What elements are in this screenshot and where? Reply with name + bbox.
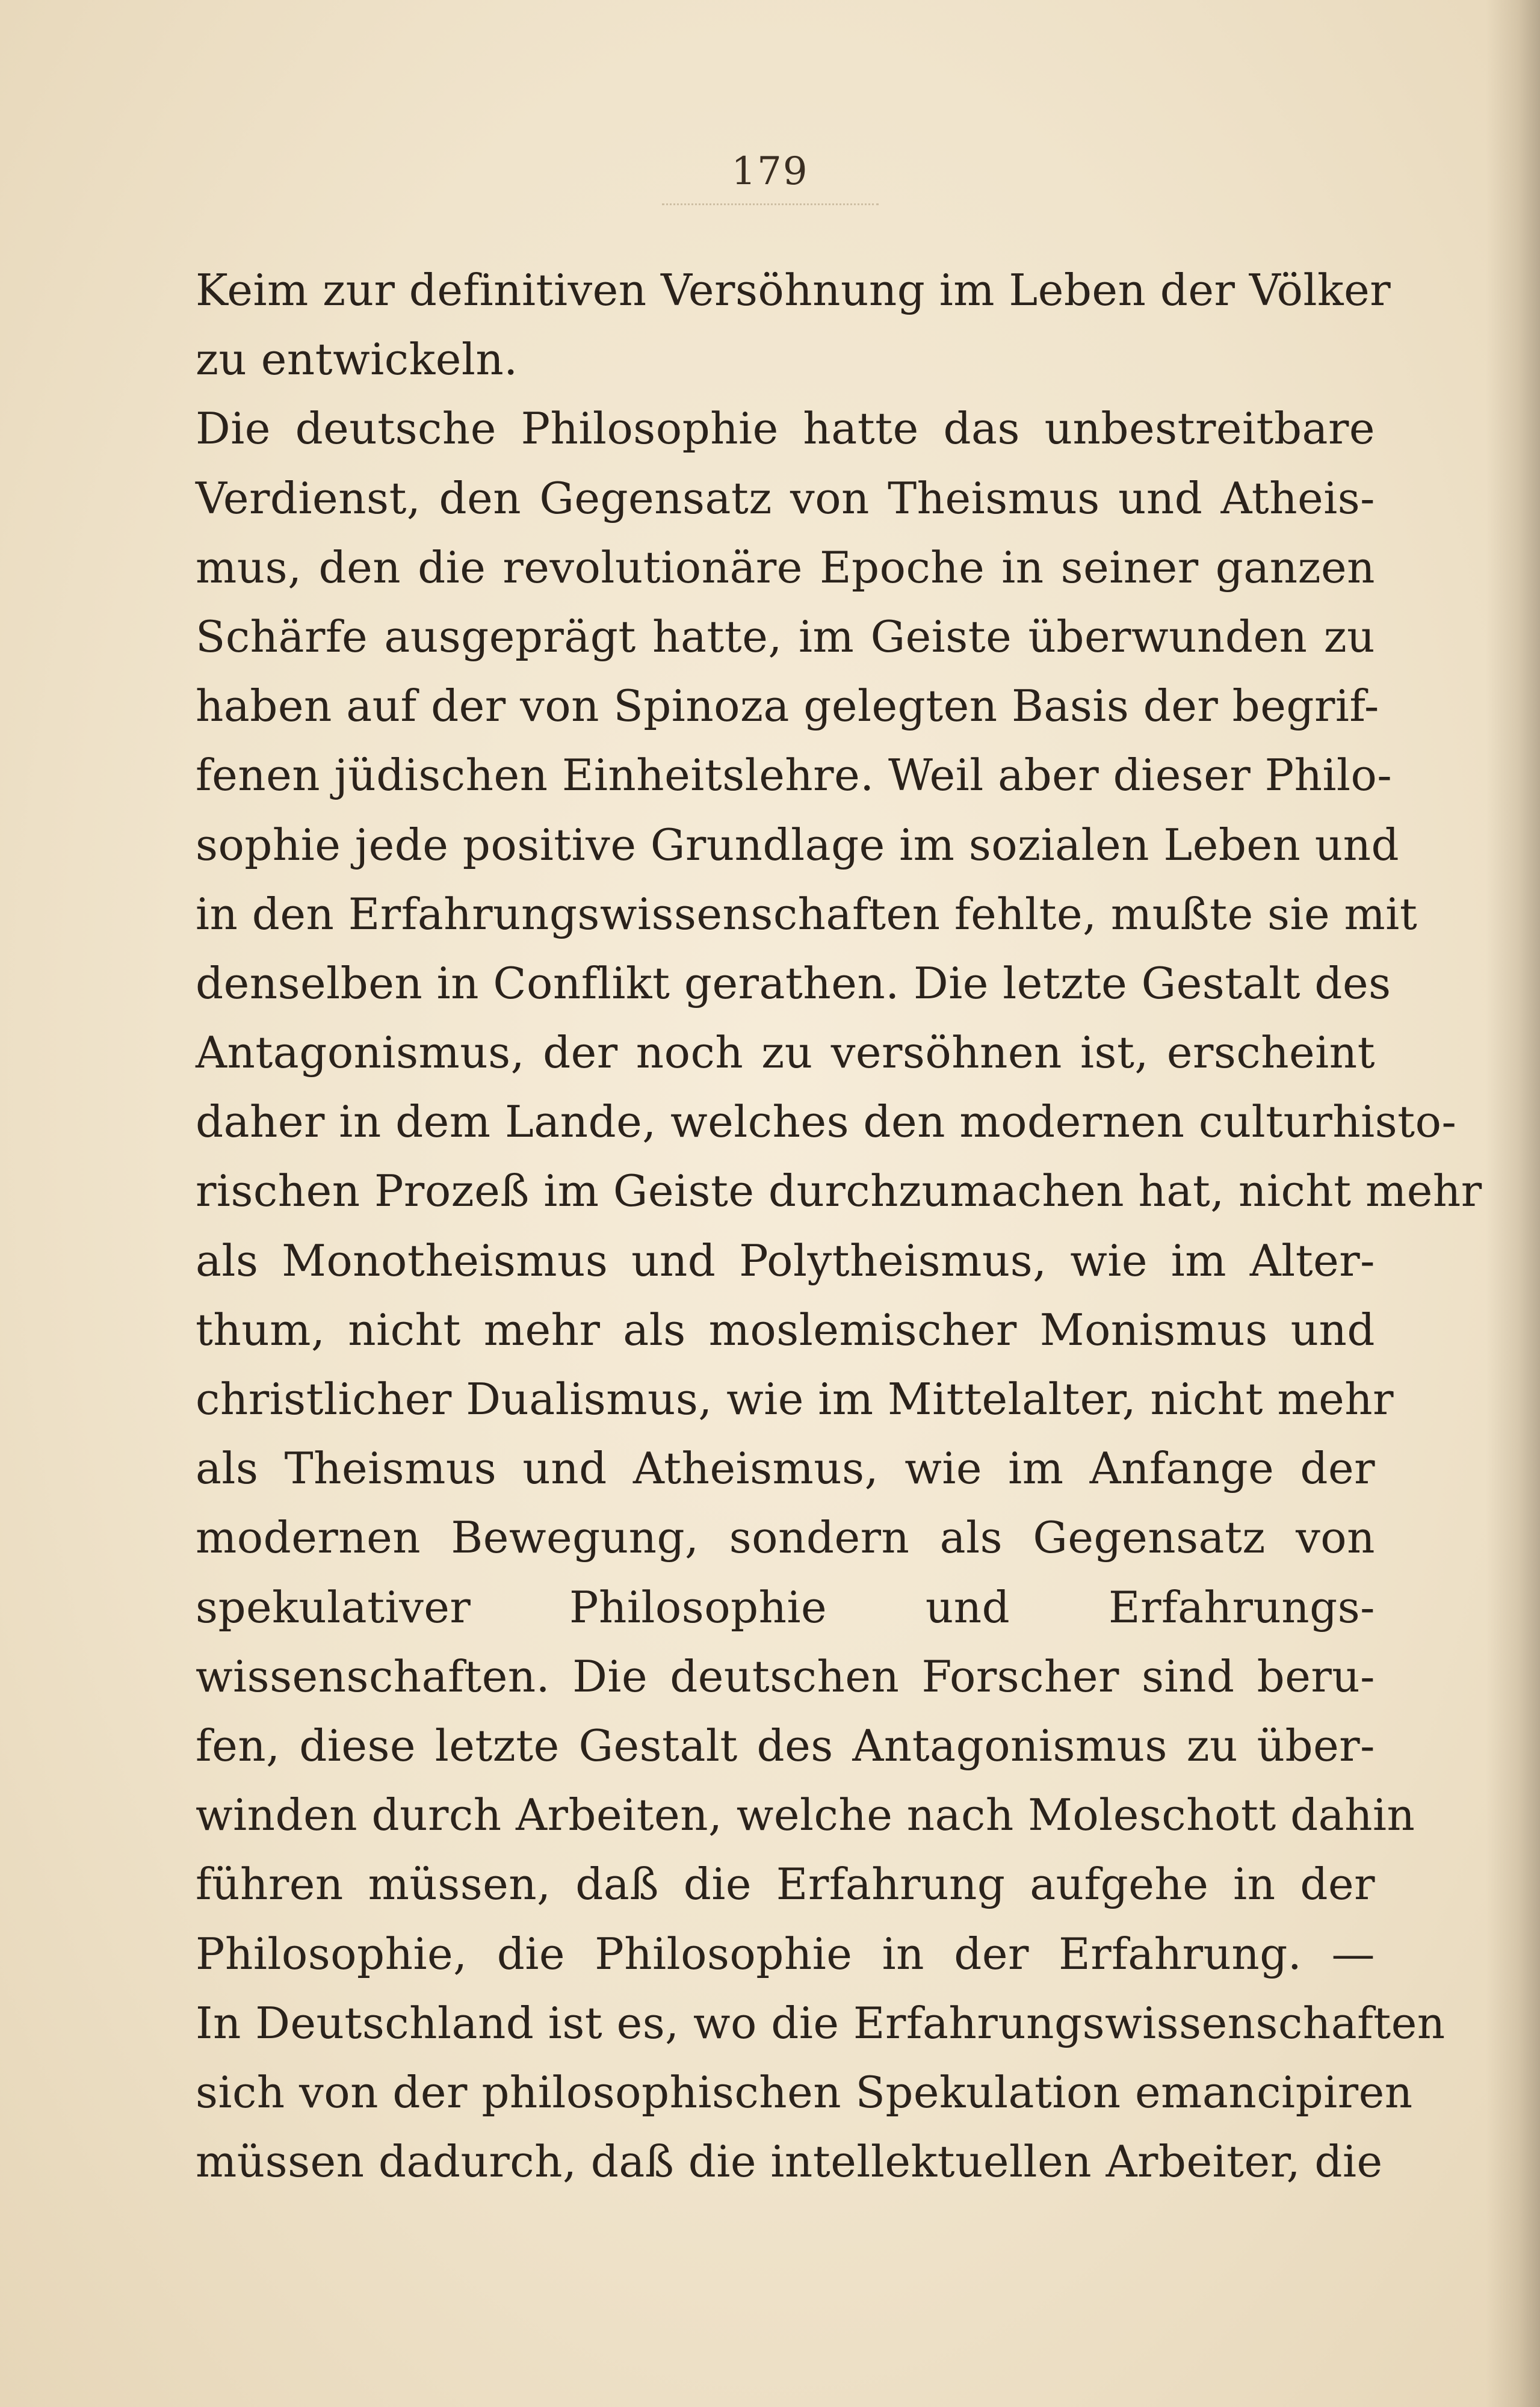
text-line: sophie jede positive Grundlage im sozialen Leben und bbox=[196, 819, 1400, 870]
text-line: zu entwickeln. bbox=[196, 334, 518, 385]
text-line: denselben in Conflikt gerathen. Die letzte Gestalt des bbox=[196, 957, 1391, 1009]
text-line: mus, den die revolutionäre Epoche in seiner ganzen bbox=[196, 542, 1375, 593]
text-line: müssen dadurch, daß die intellektuellen Arbeiter, die bbox=[196, 2136, 1383, 2187]
text-line: winden durch Arbeiten, welche nach Moleschott dahin bbox=[196, 1790, 1415, 1841]
text-line: thum, nicht mehr als moslemischer Monismus und bbox=[196, 1304, 1375, 1355]
text-line: als Monotheismus und Polytheismus, wie im Alter- bbox=[196, 1235, 1375, 1286]
text-line: spekulativer Philosophie und Erfahrungs- bbox=[196, 1581, 1375, 1633]
header-rule bbox=[662, 203, 879, 205]
body-text bbox=[196, 256, 1482, 2196]
text-line: fenen jüdischen Einheitslehre. Weil aber dieser Philo- bbox=[196, 750, 1393, 801]
text-line: Die deutsche Philosophie hatte das unbestreitbare bbox=[196, 403, 1375, 454]
text-line: Keim zur definitiven Versöhnung im Leben der Völker bbox=[196, 265, 1391, 315]
text-line: Verdienst, den Gegensatz von Theismus und Atheis- bbox=[196, 472, 1375, 524]
text-line: Philosophie, die Philosophie in der Erfahrung. — bbox=[196, 1928, 1375, 1979]
text-line: fen, diese letzte Gestalt des Antagonismus zu über- bbox=[196, 1720, 1375, 1771]
page-number: 179 bbox=[731, 149, 809, 194]
text-line: als Theismus und Atheismus, wie im Anfange der bbox=[196, 1443, 1375, 1494]
text-line: rischen Prozeß im Geiste durchzumachen hat, nicht mehr bbox=[196, 1166, 1482, 1217]
text-line: sich von der philosophischen Spekulation emancipiren bbox=[196, 2066, 1413, 2118]
text-line: modernen Bewegung, sondern als Gegensatz von bbox=[196, 1512, 1375, 1563]
text-line: in den Erfahrungswissenschaften fehlte, mußte sie mit bbox=[196, 888, 1418, 939]
text-line: daher in dem Lande, welches den modernen culturhisto- bbox=[196, 1096, 1457, 1148]
text-line: Antagonismus, der noch zu versöhnen ist, erscheint bbox=[196, 1027, 1375, 1078]
text-line: christlicher Dualismus, wie im Mittelalter, nicht mehr bbox=[196, 1374, 1394, 1424]
text-line: Schärfe ausgeprägt hatte, im Geiste überwunden zu bbox=[196, 611, 1375, 662]
text-line: wissenschaften. Die deutschen Forscher sind beru- bbox=[196, 1651, 1375, 1702]
text-line: haben auf der von Spinoza gelegten Basis der begrif- bbox=[196, 681, 1379, 732]
text-line: führen müssen, daß die Erfahrung aufgehe in der bbox=[196, 1859, 1375, 1910]
text-line: In Deutschland ist es, wo die Erfahrungswissenschaften bbox=[196, 1997, 1446, 2048]
